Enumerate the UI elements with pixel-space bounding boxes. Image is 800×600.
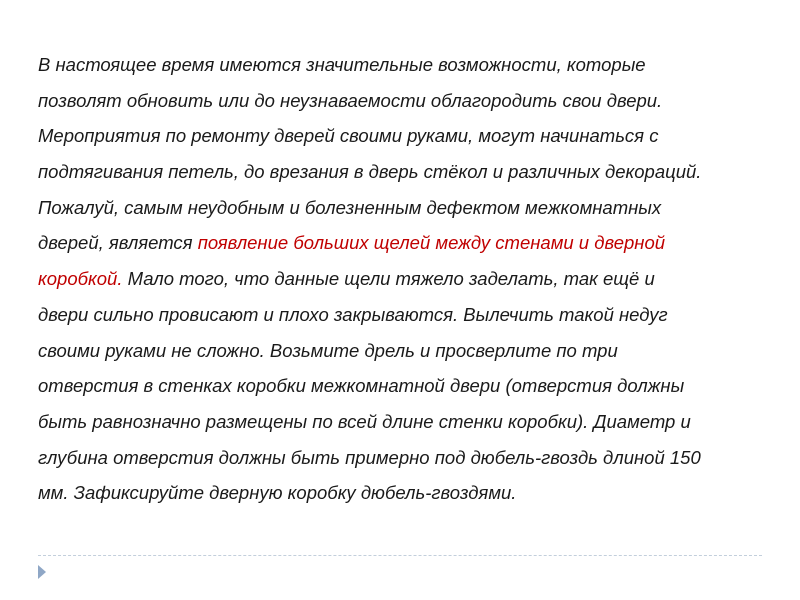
footer-divider — [38, 555, 762, 556]
bullet-triangle-icon — [38, 565, 46, 579]
text-segment: Мало того, что данные щели тяжело заделать, так ещё и — [122, 268, 655, 290]
text-line — [38, 266, 778, 302]
text-line: Пожалуй, самым неудобным и болезненным дефектом межкомнатных — [38, 196, 662, 218]
text-line: глубина отверстия должны быть примерно под дюбель-гвоздь длиной 150 — [38, 446, 701, 468]
text-line — [38, 230, 778, 266]
text-line: позволят обновить или до неузнаваемости облагородить свои двери. — [38, 89, 663, 111]
highlighted-text: появление больших щелей между стенами и дверной — [197, 232, 666, 254]
text-line: подтягивания петель, до врезания в дверь стёкол и различных декораций. — [38, 161, 702, 183]
slide-body-text — [38, 52, 778, 516]
text-line: двери сильно провисают и плохо закрываются. Вылечить такой недуг — [38, 303, 668, 325]
text-line: В настоящее время имеются значительные возможности, которые — [38, 54, 646, 75]
text-line: Мероприятия по ремонту дверей своими руками, могут начинаться с — [38, 125, 659, 147]
text-segment: дверей, является — [38, 232, 198, 254]
text-line: отверстия в стенках коробки межкомнатной двери (отверстия должны — [38, 375, 685, 397]
highlighted-text: коробкой. — [38, 268, 123, 290]
text-line: быть равнозначно размещены по всей длине стенки коробки). Диаметр и — [38, 410, 691, 432]
text-line: своими руками не сложно. Возьмите дрель и просверлите по три — [38, 339, 618, 361]
text-line: мм. Зафиксируйте дверную коробку дюбель-гвоздями. — [38, 482, 517, 504]
